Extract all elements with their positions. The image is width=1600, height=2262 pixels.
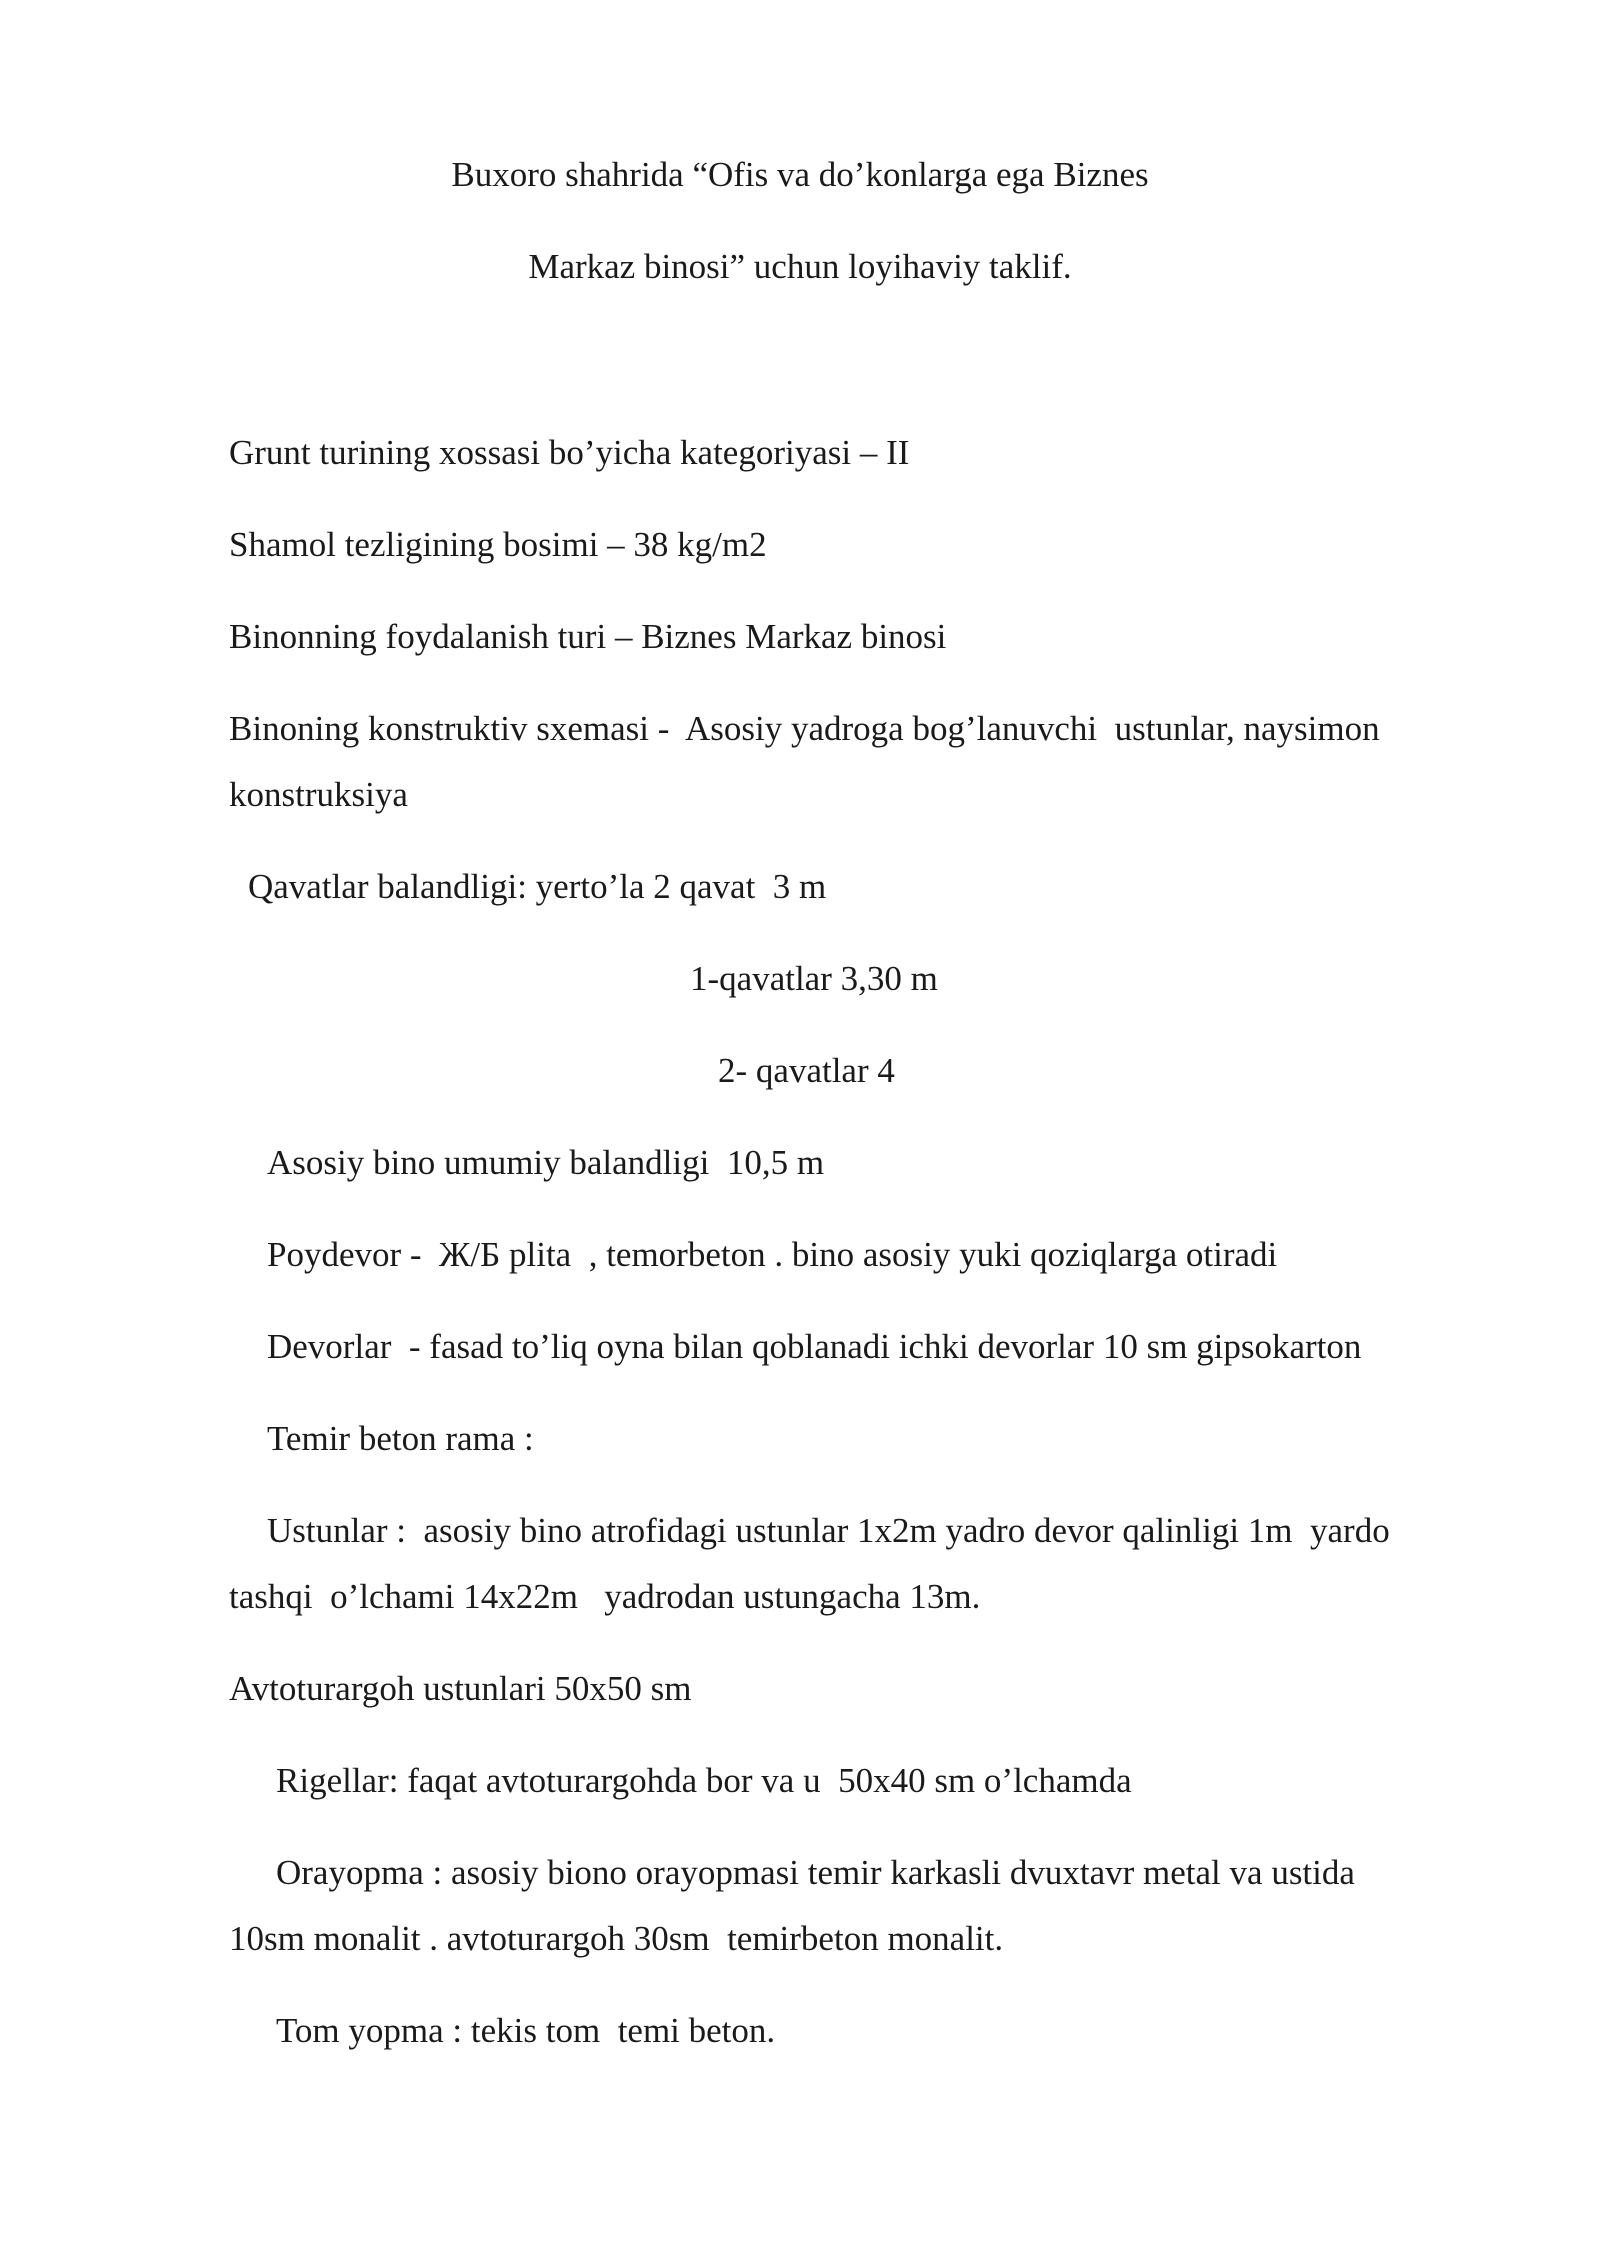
paragraph-floor-heights: Qavatlar balandligi: yerto’la 2 qavat 3 m <box>248 867 827 906</box>
paragraph-floor-1-height: 1-qavatlar 3,30 m <box>690 959 938 998</box>
paragraph-concrete-frame: Temir beton rama : <box>267 1419 534 1458</box>
paragraph-slab-line-2: 10sm monalit . avtoturargoh 30sm temirbeton monalit. <box>229 1919 1004 1958</box>
document-title-line-1: Buxoro shahrida “Ofis va do’konlarga ega Biznes <box>451 155 1149 194</box>
paragraph-columns-line-1: Ustunlar : asosiy bino atrofidagi ustunlar 1x2m yadro devor qalinligi 1m yardo <box>267 1511 1390 1550</box>
paragraph-parking-columns: Avtoturargoh ustunlari 50x50 sm <box>229 1669 692 1708</box>
paragraph-slab-line-1: Orayopma : asosiy biono orayopmasi temir karkasli dvuxtavr metal va ustida <box>276 1853 1355 1892</box>
paragraph-floor-2-height: 2- qavatlar 4 <box>718 1051 895 1090</box>
paragraph-foundation: Poydevor - Ж/Б plita , temorbeton . bino asosiy yuki qoziqlarga otiradi <box>267 1235 1278 1274</box>
paragraph-walls: Devorlar - fasad to’liq oyna bilan qoblanadi ichki devorlar 10 sm gipsokarton <box>267 1327 1362 1366</box>
paragraph-total-height: Asosiy bino umumiy balandligi 10,5 m <box>267 1143 825 1182</box>
paragraph-beams: Rigellar: faqat avtoturargohda bor va u 50x40 sm o’lchamda <box>276 1761 1132 1800</box>
paragraph-roof: Tom yopma : tekis tom temi beton. <box>276 2011 776 2050</box>
paragraph-columns-line-2: tashqi o’lchami 14x22m yadrodan ustungacha 13m. <box>229 1577 981 1616</box>
paragraph-building-use: Binonning foydalanish turi – Biznes Markaz binosi <box>229 617 947 656</box>
document-title-line-2: Markaz binosi” uchun loyihaviy taklif. <box>528 247 1072 286</box>
paragraph-wind-pressure: Shamol tezligining bosimi – 38 kg/m2 <box>229 525 767 564</box>
paragraph-structural-scheme-line-2: konstruksiya <box>229 775 408 814</box>
paragraph-structural-scheme-line-1: Binoning konstruktiv sxemasi - Asosiy yadroga bog’lanuvchi ustunlar, naysimon <box>229 709 1380 748</box>
paragraph-soil-category: Grunt turining xossasi bo’yicha kategoriyasi – II <box>229 433 910 472</box>
